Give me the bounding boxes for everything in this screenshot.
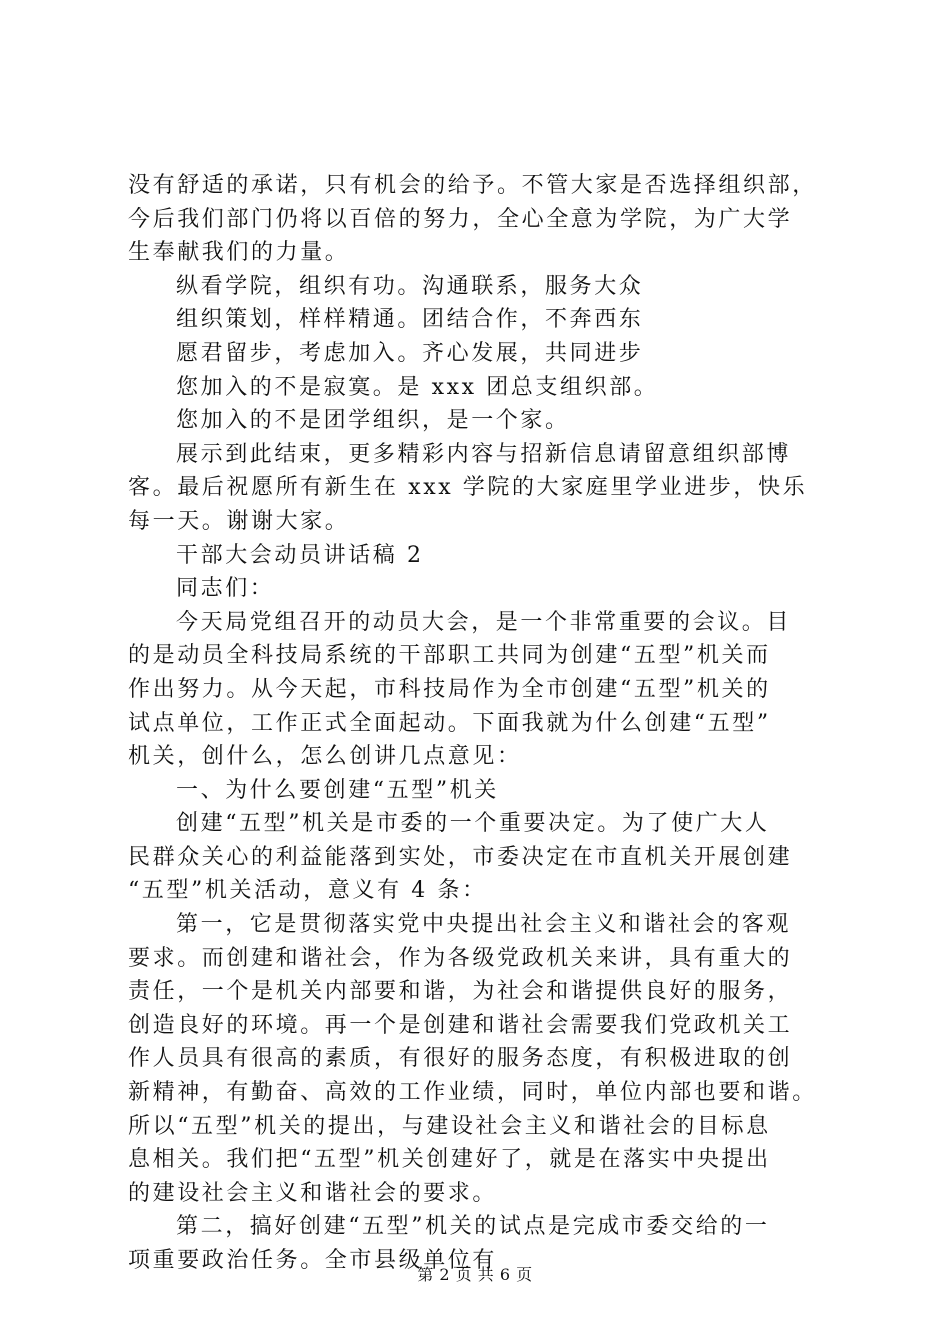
text-line: 第一，它是贯彻落实党中央提出社会主义和谐社会的客观: [176, 912, 792, 938]
text-line: 您加入的不是团学组织，是一个家。: [176, 408, 570, 434]
text-line: 展示到此结束，更多精彩内容与招新信息请留意组织部博: [176, 441, 792, 467]
text-line: 新精神，有勤奋、高效的工作业绩，同时，单位内部也要和谐。: [128, 1080, 817, 1106]
text-line: 没有舒适的承诺，只有机会的给予。不管大家是否选择组织部，: [128, 173, 817, 198]
text-line: 所以“五型”机关的提出，与建设社会主义和谐社会的目标息: [128, 1113, 771, 1139]
salutation: 同志们：: [176, 576, 275, 602]
text-line: 民群众关心的利益能落到实处，市委决定在市直机关开展创建: [128, 844, 793, 870]
section-title: 干部大会动员讲话稿 2: [176, 542, 424, 568]
text-line: 创建“五型”机关是市委的一个重要决定。为了使广大人: [176, 811, 770, 837]
page-number-footer: 第 2 页 共 6 页: [417, 1265, 533, 1284]
section-heading: 一、为什么要创建“五型”机关: [176, 777, 499, 803]
text-line: 客。最后祝愿所有新生在 xxx 学院的大家庭里学业进步，快乐: [128, 475, 808, 501]
text-line: 今后我们部门仍将以百倍的努力，全心全意为学院，为广大学: [128, 206, 793, 232]
text-line: 项重要政治任务。全市县级单位有: [128, 1248, 498, 1273]
poem-line: 愿君留步，考虑加入。齐心发展，共同进步: [176, 340, 644, 366]
poem-line: 纵看学院，组织有功。沟通联系，服务大众: [176, 273, 644, 299]
poem-line: 组织策划，样样精通。团结合作，不奔西东: [176, 307, 644, 333]
text-line: 作人员具有很高的素质，有很好的服务态度，有积极进取的创: [128, 1046, 793, 1072]
text-line: 息相关。我们把“五型”机关创建好了，就是在落实中央提出: [128, 1147, 771, 1173]
text-line: 要求。而创建和谐社会，作为各级党政机关来讲，具有重大的: [128, 945, 793, 971]
text-line: 今天局党组召开的动员大会，是一个非常重要的会议。目: [176, 609, 792, 635]
text-line: 的是动员全科技局系统的干部职工共同为创建“五型”机关而: [128, 643, 771, 669]
text-line: 创造良好的环境。再一个是创建和谐社会需要我们党政机关工: [128, 1012, 793, 1038]
text-line: 试点单位，工作正式全面起动。下面我就为什么创建“五型”: [128, 710, 771, 736]
document-body: [128, 169, 843, 1278]
text-line: 责任，一个是机关内部要和谐，为社会和谐提供良好的服务，: [128, 979, 793, 1005]
text-line: “五型”机关活动，意义有 4 条：: [128, 878, 487, 904]
text-line: 每一天。谢谢大家。: [128, 508, 350, 534]
text-line: 生奉献我们的力量。: [128, 240, 350, 266]
text-line: 作出努力。从今天起，市科技局作为全市创建“五型”机关的: [128, 676, 771, 702]
text-line: 您加入的不是寂寞。是 xxx 团总支组织部。: [176, 374, 659, 400]
text-line: 机关，创什么，怎么创讲几点意见：: [128, 744, 522, 770]
text-line: 第二，搞好创建“五型”机关的试点是完成市委交给的一: [176, 1214, 770, 1240]
text-line: 的建设社会主义和谐社会的要求。: [128, 1180, 498, 1206]
